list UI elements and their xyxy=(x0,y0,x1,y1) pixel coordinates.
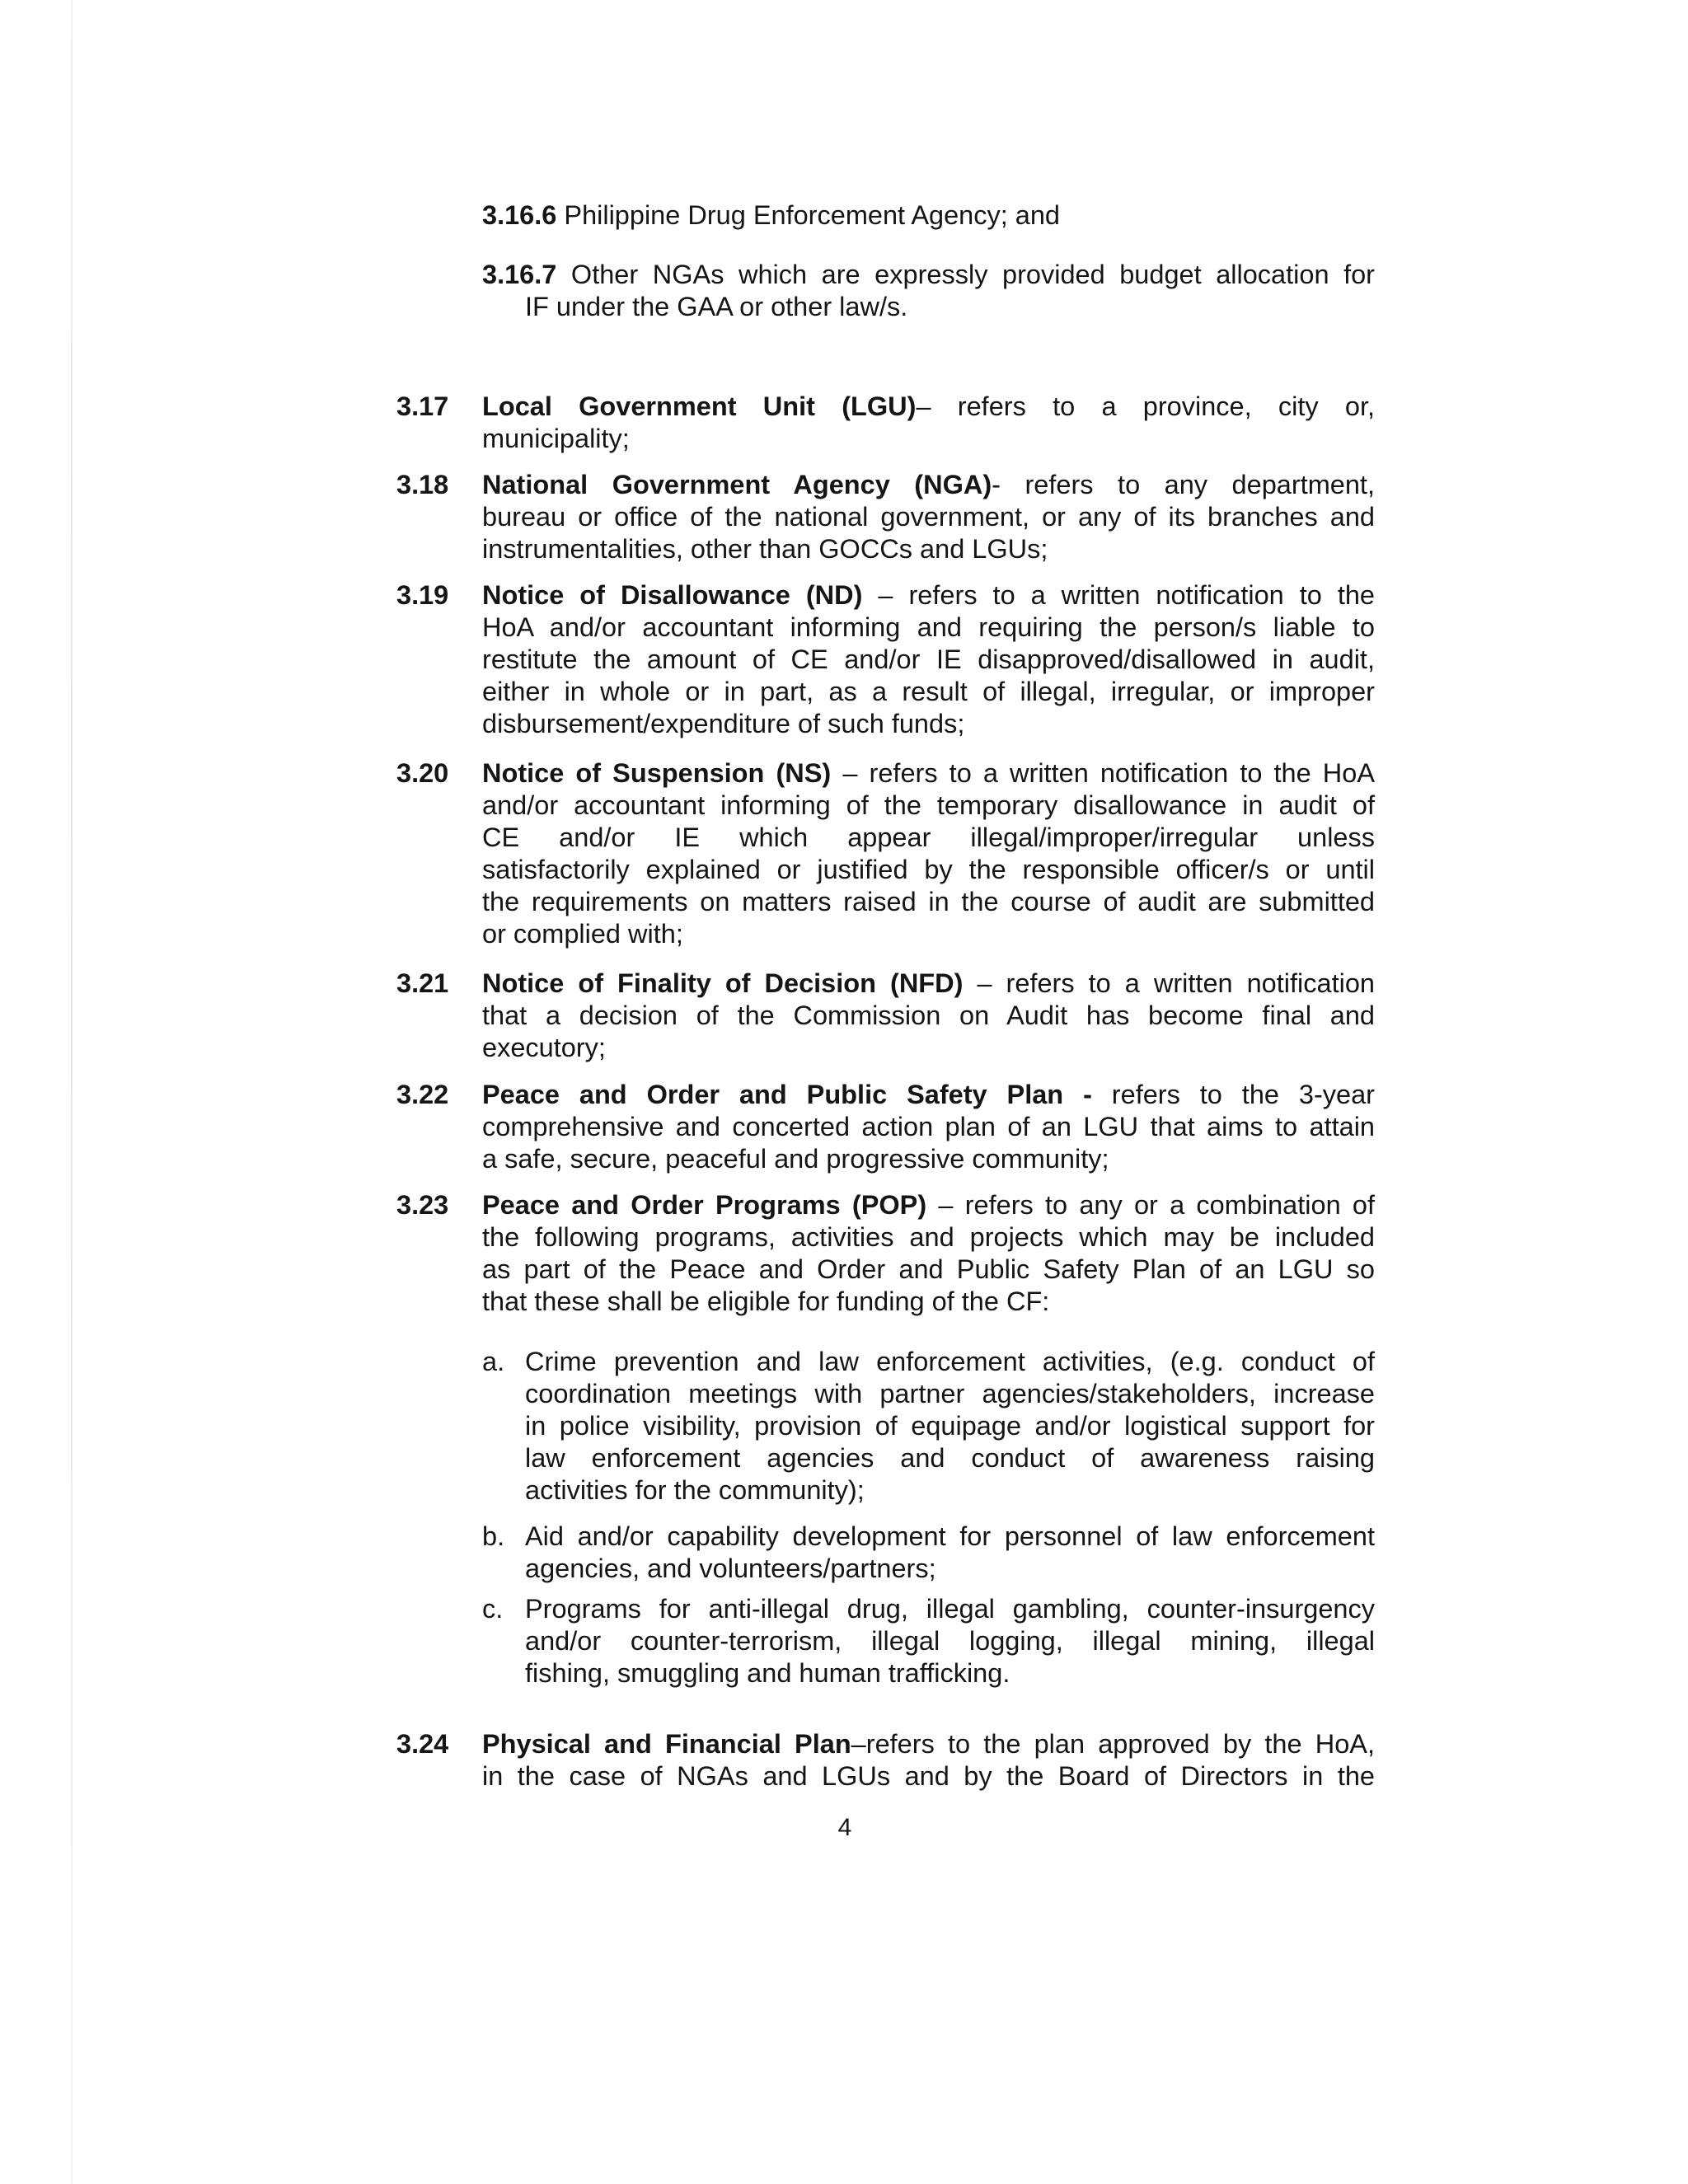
list-item-letter: c. xyxy=(482,1594,504,1624)
definition-term: Notice of Disallowance (ND) xyxy=(482,580,863,610)
sub-item-text: Other NGAs which are expressly provided budget allocation for xyxy=(570,260,1375,289)
definition-3-20: Notice of Suspension (NS) – refers to a written notification to the HoA and/or accountant informing of the temporary disallowance in audit of CE and/or IE which appear illegal/improper/irregular unless satisfactorily explained or justified by the responsible officer/s or until the requirements on matters raised in the course of audit are submitted or complied with; xyxy=(482,758,1376,949)
definition-number: 3.23 xyxy=(396,1190,449,1220)
list-item-letter: b. xyxy=(482,1521,505,1551)
definition-number: 3.20 xyxy=(396,758,449,788)
list-item-c: Programs for anti-illegal drug, illegal gambling, counter-insurgency and/or counter-terrorism, illegal logging, illegal mining, illegal fishing, smuggling and human trafficking. xyxy=(525,1594,1375,1688)
definition-term: Notice of Suspension (NS) xyxy=(482,758,832,788)
definition-number: 3.18 xyxy=(396,470,449,499)
definition-3-24: Physical and Financial Plan–refers to the plan approved by the HoA, in the case of NGAs and LGUs and by the Board of Directors in the xyxy=(482,1729,1375,1791)
sub-item-text: Philippine Drug Enforcement Agency; and xyxy=(564,200,1061,230)
sub-item-3-16-7-cont: IF under the GAA or other law/s. xyxy=(525,292,908,321)
sub-item-number: 3.16.6 xyxy=(482,200,557,230)
scan-edge xyxy=(71,0,73,2184)
list-item-a: Crime prevention and law enforcement activities, (e.g. conduct of coordination meetings with partner agencies/stakeholders, increase in police visibility, provision of equipage and/or logistical support for law enforcement agencies and conduct of awareness raising activities for the community); xyxy=(525,1347,1375,1505)
definition-term: Physical and Financial Plan xyxy=(482,1729,851,1759)
sub-item-number: 3.16.7 xyxy=(482,260,557,289)
definition-term: National Government Agency (NGA) xyxy=(482,470,992,499)
definition-3-19: Notice of Disallowance (ND) – refers to a written notification to the HoA and/or accountant informing and requiring the person/s liable to restitute the amount of CE and/or IE disapproved/disallowed in audit, either in whole or in part, as a result of illegal, irregular, or improper disbursement/expenditure of such funds; xyxy=(482,580,1376,738)
definition-number: 3.24 xyxy=(396,1729,449,1759)
definition-number: 3.21 xyxy=(396,968,449,998)
definition-3-18: National Government Agency (NGA)- refers to any department, bureau or office of the national government, or any of its branches and instrumentalities, other than GOCCs and LGUs; xyxy=(482,470,1375,564)
definition-term: Notice of Finality of Decision (NFD) xyxy=(482,968,964,998)
definition-term: Peace and Order and Public Safety Plan - xyxy=(482,1080,1092,1109)
definition-3-21: Notice of Finality of Decision (NFD) – refers to a written notification that a decision of the Commission on Audit has become final and executory; xyxy=(482,968,1375,1062)
list-item-b: Aid and/or capability development for personnel of law enforcement agencies, and volunteers/partners; xyxy=(525,1521,1375,1583)
definition-3-23: Peace and Order Programs (POP) – refers to any or a combination of the following programs, activities and projects which may be included as part of the Peace and Order and Public Safety Plan of an LGU so that these shall be eligible for funding of the CF: xyxy=(482,1190,1375,1316)
definition-number: 3.22 xyxy=(396,1080,449,1109)
definition-term: Peace and Order Programs (POP) xyxy=(482,1190,927,1220)
page-number: 4 xyxy=(837,1814,852,1841)
sub-item-3-16-7 xyxy=(482,259,1375,291)
list-item-letter: a. xyxy=(482,1347,505,1376)
definition-3-17: Local Government Unit (LGU)– refers to a province, city or, municipality; xyxy=(482,391,1376,453)
definition-term: Local Government Unit (LGU) xyxy=(482,391,917,421)
definition-number: 3.19 xyxy=(396,580,449,610)
definition-number: 3.17 xyxy=(396,391,449,421)
sub-item-3-16-6 xyxy=(482,199,1060,232)
definition-3-22: Peace and Order and Public Safety Plan - refers to the 3-year comprehensive and concerted action plan of an LGU that aims to attain a safe, secure, peaceful and progressive community; xyxy=(482,1080,1375,1174)
